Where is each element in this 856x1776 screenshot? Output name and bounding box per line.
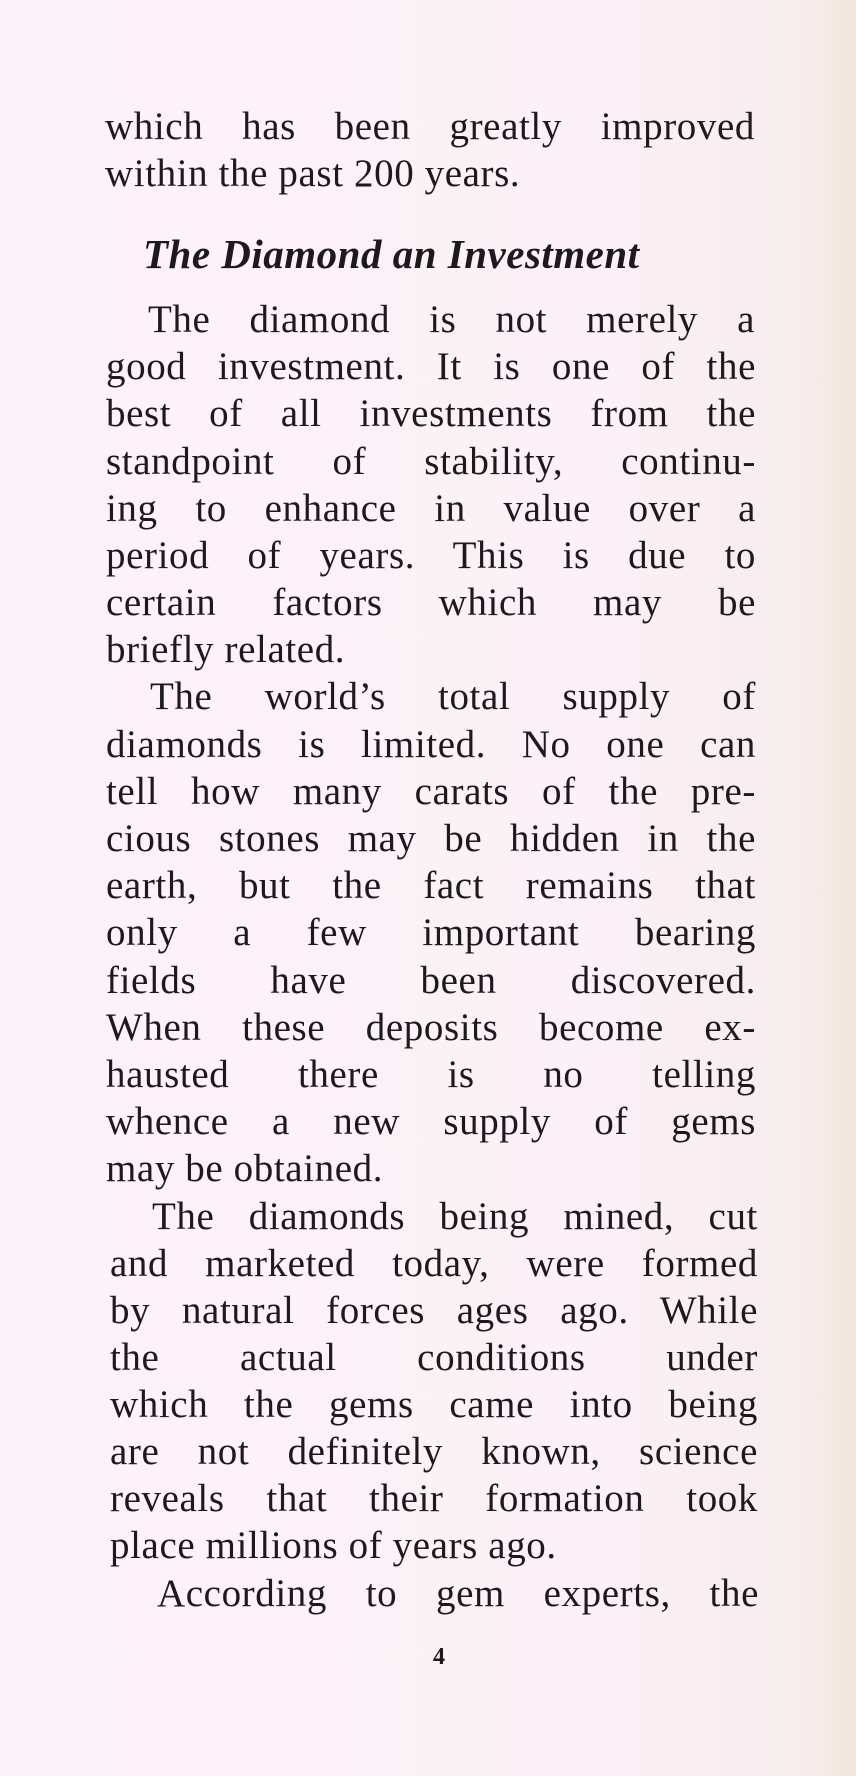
text-line: tell how many carats of the pre- [106, 770, 756, 813]
text-line: hausted there is no telling [106, 1053, 756, 1096]
text-line: earth, but the fact remains that [106, 864, 756, 907]
text-line: ing to enhance in value over a [106, 487, 756, 530]
text-line: and marketed today, were formed [110, 1242, 758, 1285]
text-line: standpoint of stability, continu- [106, 440, 756, 483]
text-line: which has been greatly improved [105, 105, 755, 148]
section-heading: The Diamond an Investment [143, 231, 640, 277]
text-line: The world’s total supply of [150, 675, 756, 718]
text-line: diamonds is limited. No one can [106, 723, 756, 766]
text-line: fields have been discovered. [106, 959, 756, 1002]
text-line: good investment. It is one of the [106, 345, 756, 388]
text-line: within the past 200 years. [105, 152, 521, 195]
text-line: are not definitely known, science [110, 1430, 758, 1473]
text-line: only a few important bearing [106, 911, 756, 954]
text-line: According to gem experts, the [157, 1572, 759, 1615]
text-line: period of years. This is due to [106, 534, 756, 577]
text-line: When these deposits become ex- [106, 1006, 756, 1049]
text-line: may be obtained. [106, 1147, 384, 1190]
text-line: best of all investments from the [106, 392, 756, 435]
text-line: The diamond is not merely a [148, 298, 755, 341]
text-line: cious stones may be hidden in the [106, 817, 756, 860]
text-line: whence a new supply of gems [106, 1100, 756, 1143]
text-line: briefly related. [106, 628, 346, 671]
text-line: certain factors which may be [106, 581, 756, 624]
text-line: which the gems came into being [110, 1383, 758, 1426]
text-line: the actual conditions under [110, 1336, 758, 1379]
text-line: place millions of years ago. [110, 1524, 557, 1567]
text-line: by natural forces ages ago. While [110, 1289, 758, 1332]
text-line: The diamonds being mined, cut [152, 1195, 758, 1238]
text-line: reveals that their formation took [110, 1477, 758, 1520]
page-number: 4 [433, 1644, 445, 1670]
